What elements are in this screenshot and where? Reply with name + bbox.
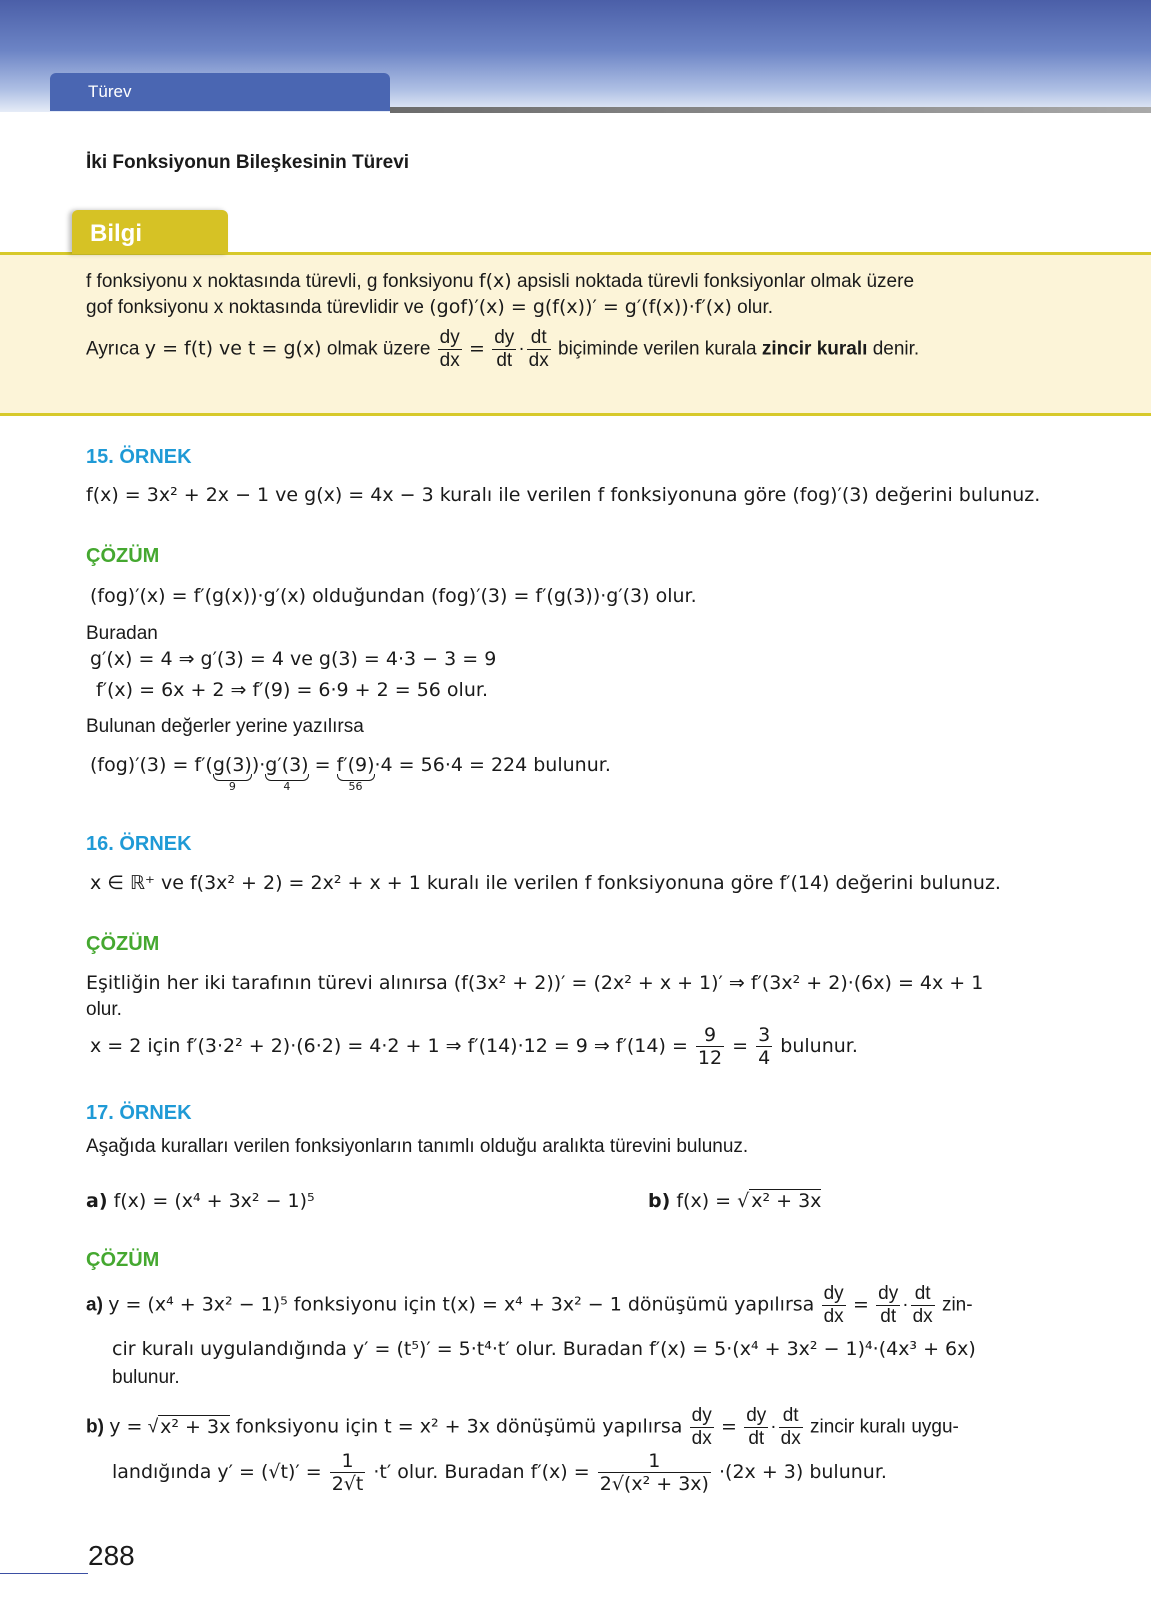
dt-dx-fraction: $\frac{dt}{dx}$ bbox=[528, 327, 549, 371]
example-17-question: Aşağıda kuralları verilen fonksiyonların tanımlı olduğu aralıkta türevini bulunuz. bbox=[86, 1136, 749, 1157]
example-15-question: f(x) = 3x² + 2x − 1 ve g(x) = 4x − 3 kuralı ile verilen f fonksiyonuna göre (fog)′(3) değerini bulunuz. bbox=[86, 484, 1041, 506]
example-16-step-1: Eşitliğin her iki tarafının türevi alınırsa (f(3x² + 2))′ = (2x² + x + 1)′ ⇒ f′(3x² + 2)·(6x) = 4x + 1 bbox=[86, 972, 984, 994]
example-16-step-2: olur. bbox=[86, 999, 122, 1020]
example-16-question: x ∈ ℝ⁺ ve f(3x² + 2) = 2x² + x + 1 kuralı ile verilen f fonksiyonuna göre f′(14) değerini bulunuz. bbox=[90, 872, 1001, 894]
dy-dt-fraction: $\frac{dy}{dt}$ bbox=[494, 327, 515, 371]
fraction-9-12: $\frac{9}{12}$ bbox=[697, 1024, 723, 1069]
bilgi-tab bbox=[72, 210, 228, 254]
underbrace-fp9: f′(9) 56 bbox=[336, 754, 375, 793]
example-15-cozum: ÇÖZÜM bbox=[86, 545, 160, 567]
example-15-step-4: f′(x) = 6x + 2 ⇒ f′(9) = 6·9 + 2 = 56 olur. bbox=[96, 679, 488, 701]
example-17-cozum: ÇÖZÜM bbox=[86, 1249, 160, 1271]
example-17-heading: 17. ÖRNEK bbox=[86, 1102, 192, 1124]
dy-dx-fraction: $\frac{dy}{dx}$ bbox=[439, 327, 460, 371]
example-15-step-2: Buradan bbox=[86, 623, 158, 644]
bilgi-line-1: f fonksiyonu x noktasında türevli, g fonksiyonu f(x) apsisli noktada türevli fonksiyonlar olmak üzere bbox=[86, 270, 915, 292]
example-16-heading: 16. ÖRNEK bbox=[86, 833, 192, 855]
example-15-step-3: g′(x) = 4 ⇒ g′(3) = 4 ve g(3) = 4·3 − 3 = 9 bbox=[90, 648, 497, 670]
example-17-sol-b-line-1: b) y = √ x² + 3x fonksiyonu için t = x² + 3x dönüşümü yapılırsa $\frac{dy}{dx}$ = $\frac{dy}{dt}$ · $\frac{dt}{dx}$ zincir kuralı uygu- bbox=[86, 1405, 959, 1449]
bilgi-line-3: Ayrıca y = f(t) ve t = g(x) olmak üzere $\frac{dy}{dx}$ = $\frac{dy}{dt}$ · $\frac{dt}{dx}$ biçiminde verilen kurala zincir kuralı denir. bbox=[86, 327, 920, 371]
header-rule bbox=[390, 107, 1151, 113]
chapter-tab bbox=[50, 73, 390, 111]
example-15-step-5: Bulunan değerler yerine yazılırsa bbox=[86, 716, 364, 737]
example-15-step-1: (fog)′(x) = f′(g(x))·g′(x) olduğundan (fog)′(3) = f′(g(3))·g′(3) olur. bbox=[90, 585, 697, 607]
bilgi-label: Bilgi bbox=[90, 220, 142, 247]
example-17-part-b: b) f(x) = √ x² + 3x bbox=[648, 1190, 822, 1212]
page-number: 288 bbox=[88, 1540, 135, 1571]
example-17-sol-a-line-1: a) y = (x⁴ + 3x² − 1)⁵ fonksiyonu için t(x) = x⁴ + 3x² − 1 dönüşümü yapılırsa $\frac{dy}{dx}$ = $\frac{dy}{dt}$ · $\frac{dt}{dx}$ zin- bbox=[86, 1283, 973, 1327]
footer-rule bbox=[0, 1573, 88, 1574]
example-17-sol-b-line-2: landığında y′ = (√t)′ = $\frac{1}{2√t}$ ·t′ olur. Buradan f′(x) = $\frac{1}{\text{2√(x² + 3x)}}$ ·(2x + 3) bulunur. bbox=[112, 1450, 887, 1495]
chapter-tab-label: Türev bbox=[88, 82, 132, 101]
example-16-step-3: x = 2 için f′(3·2² + 2)·(6·2) = 4·2 + 1 ⇒ f′(14)·12 = 9 ⇒ f′(14) = $\frac{9}{12}$ = $\frac{3}{4}$ bulunur. bbox=[90, 1024, 858, 1069]
section-title: İki Fonksiyonun Bileşkesinin Türevi bbox=[86, 152, 410, 173]
example-15-heading: 15. ÖRNEK bbox=[86, 446, 192, 468]
underbrace-gp3: g′(3) 4 bbox=[265, 754, 309, 793]
example-17-part-a: a) f(x) = (x⁴ + 3x² − 1)⁵ bbox=[86, 1190, 315, 1212]
example-17-sol-a-line-2: cir kuralı uygulandığında y′ = (t⁵)′ = 5·t⁴·t′ olur. Buradan f′(x) = 5·(x⁴ + 3x² − 1)⁴·(4x³ + 6x) bbox=[112, 1338, 976, 1360]
fraction-3-4: $\frac{3}{4}$ bbox=[758, 1024, 771, 1069]
bilgi-box bbox=[0, 252, 1151, 416]
bilgi-line-2: gof fonksiyonu x noktasında türevlidir ve (gof)′(x) = g(f(x))′ = g′(f(x))·f′(x) olur. bbox=[86, 296, 774, 318]
example-16-cozum: ÇÖZÜM bbox=[86, 933, 160, 955]
underbrace-g3: g(3) 9 bbox=[212, 754, 252, 793]
example-17-sol-a-line-3: bulunur. bbox=[112, 1367, 180, 1388]
example-15-step-6: (fog)′(3) = f′(g(3) 9 )·g′(3) 4 = f′(9) 56 ·4 = 56·4 = 224 bulunur. bbox=[90, 754, 611, 793]
